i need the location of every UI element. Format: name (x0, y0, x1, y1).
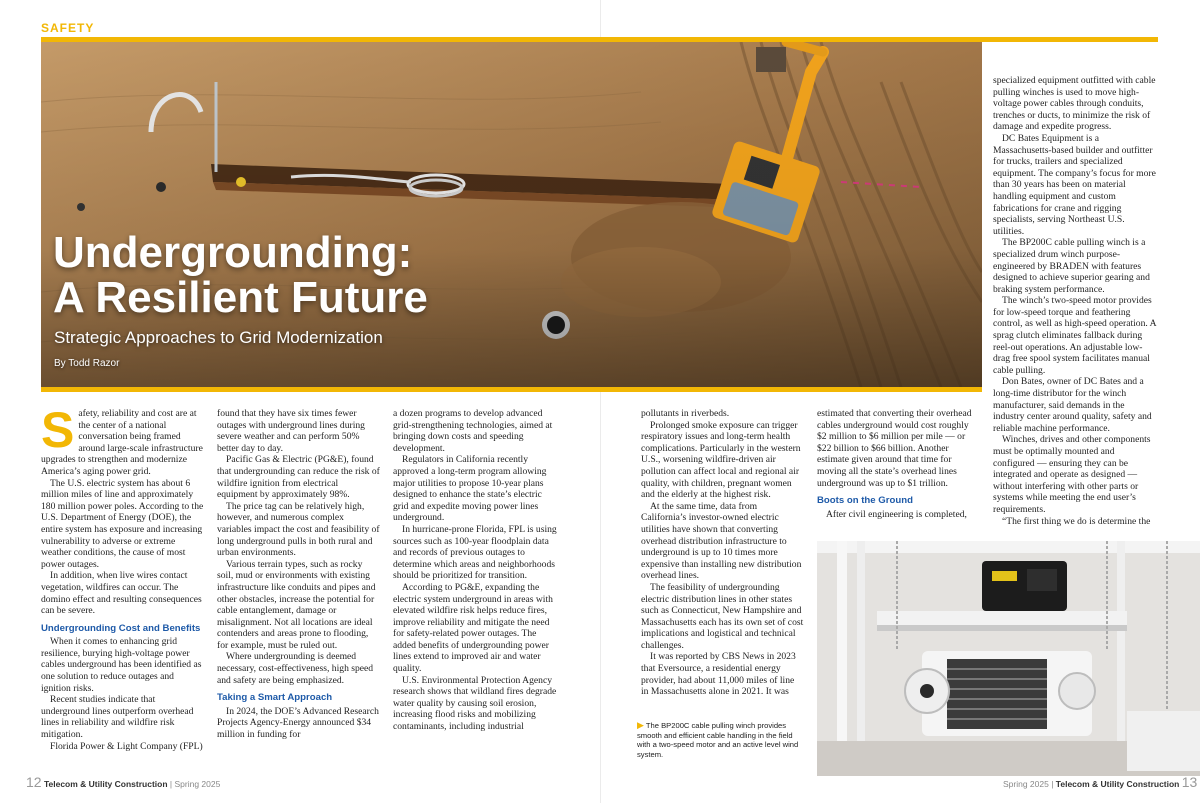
folio-left: 12 Telecom & Utility Construction | Spring 2025 (26, 774, 221, 790)
paragraph: The feasibility of undergrounding electric distribution lines in other states such as Connecticut, New Hampshire and Massachusetts each has its own set of cost implications and logistical and technical challenges. (641, 581, 804, 651)
paragraph: a dozen programs to develop advanced grid-strengthening technologies, aimed at bringing down costs and speeding development. (393, 408, 553, 454)
paragraph: “The first thing we do is determine the (1002, 515, 1151, 527)
paragraph: U.S. Environmental Protection Agency research shows that wildland fires degrade water quality by causing soil erosion, increasing flood risks and mobilizing contaminants, including industrial (393, 674, 557, 733)
paragraph: afety, reliability and cost are at the center of a national conversation being framed around large-scale infrastructure upgrades to strengthen and modernize America’s aging power grid. (41, 408, 203, 477)
page-number-right: 13 (1181, 774, 1198, 790)
paragraph: After civil engineering is completed, (826, 508, 967, 520)
paragraph: The BP200C cable pulling winch is a specialized drum winch purpose-engineered by BRADEN with features designed to achieve superior gearing and braking system performance. (993, 237, 1150, 295)
paragraph: The U.S. electric system has about 6 million miles of line and approximately 180 million power poles. According to the U.S. Department of Energy (DOE), the entire system has exposure and increasing vulnerability to adverse or extreme weather conditions, the cause of most power outages. (41, 477, 204, 570)
caption-arrow-icon: ▶ (637, 720, 644, 730)
photo-caption (637, 721, 803, 759)
section-label: SAFETY (41, 21, 95, 35)
paragraph: Prolonged smoke exposure can trigger respiratory issues and long-term health complications. Particularly in the western U.S., worsening wildfire-driven air pollution can affect local and regional air quality, with children, pregnant women and the elderly at the highest risk. (641, 419, 801, 501)
text-column-4 (641, 408, 804, 698)
page-number-left: 12 (26, 774, 42, 790)
paragraph: When it comes to enhancing grid resilience, burying high-voltage power cables underground has been identified as one solution to reduce outages and ignition risks. (41, 636, 202, 694)
magazine-name-left: Telecom & Utility Construction (43, 779, 168, 789)
winch-illustration (817, 541, 1200, 776)
paragraph: Florida Power & Light Company (FPL) (50, 740, 203, 752)
subheading: Taking a Smart Approach (217, 692, 333, 704)
paragraph: The winch’s two-speed motor provides for low-speed torque and feathering control, as well as high-speed operation. A sprag clutch eliminates fallback during reel-out operations. An adjustable low-drag free spool system facilitates manual cable pulling. (993, 295, 1157, 376)
paragraph: Various terrain types, such as rocky soil, mud or environments with existing infrastructure like conduits and pipes and other obstacles, increase the potential for cable entanglement, damage or misalignment. Not all locations are ideal contenders and areas prone to flooding, for example, must be ruled out. (217, 558, 376, 651)
subheading: Boots on the Ground (817, 495, 913, 507)
paragraph: Don Bates, owner of DC Bates and a long-time distributor for the winch manufacturer, said demands in the industry center around quality, safety and reliable machine performance. (993, 376, 1152, 434)
paragraph: Pacific Gas & Electric (PG&E), found that undergrounding can reduce the risk of wildfire ignition from electrical equipment by approximately 98%. (217, 454, 380, 501)
folio-right: Spring 2025 | Telecom & Utility Construction 13 (1003, 774, 1198, 790)
article-title-line-1: Undergrounding: (53, 228, 413, 277)
paragraph: The price tag can be relatively high, however, and numerous complex variables impact the cost and feasibility of long underground pulls in both rural and urban environments. (217, 500, 380, 559)
drop-cap: S (41, 402, 75, 458)
paragraph: pollutants in riverbeds. (641, 408, 730, 419)
article-byline: By Todd Razor (54, 358, 120, 369)
paragraph: DC Bates Equipment is a Massachusetts-based builder and outfitter for trucks, trailers and specialized equipment. The company’s focus for more than 30 years has been on material handling equipment and custom fabrications for crane and rigging specialists, serving Northeast U.S. utilities. (993, 132, 1156, 237)
article-title-line-2: A Resilient Future (53, 273, 428, 322)
paragraph: Recent studies indicate that underground lines outperform overhead lines in reliability and wildfire risk mitigation. (41, 694, 194, 741)
paragraph: In hurricane-prone Florida, FPL is using sources such as 100-year floodplain data and records of previous outages to determine which areas and neighborhoods should be prioritized for transition. (393, 523, 557, 582)
issue-right: Spring 2025 (1003, 779, 1049, 789)
hero-photo (41, 42, 982, 387)
paragraph: Where undergrounding is deemed necessary, cost-effectiveness, high speed and safety are being emphasized. (217, 651, 374, 686)
paragraph: Winches, drives and other components must be optimally mounted and configured — ensuring they can be integrated and operate as designed — without interfering with other parts or systems while meeting the end user’s requirements. (993, 434, 1151, 515)
article-title (53, 230, 428, 320)
text-column-2 (217, 408, 380, 741)
winch-photo (817, 541, 1200, 776)
paragraph: In addition, when live wires contact vegetation, wildfires can occur. The domino effect and resulting consequences can be severe. (41, 570, 202, 617)
text-column-5 (817, 408, 980, 520)
paragraph: At the same time, data from California’s investor-owned electric utilities have shown that converting overhead distribution infrastructure to underground is up to 10 times more expensive than installing new distribution overhead lines. (641, 500, 802, 582)
paragraph: specialized equipment outfitted with cable pulling winches is used to move high-voltage power cables through conduits, trenches or ducts, to minimize the risk of damage and expedite progress. (993, 75, 1156, 133)
text-column-6 (993, 75, 1158, 527)
photo-rule (41, 387, 982, 392)
paragraph: found that they have six times fewer outages with underground lines during severe weather and can perform 50% better day to day. (217, 408, 365, 454)
paragraph: According to PG&E, expanding the electric system underground in areas with elevated wildfire risk helps reduce fires, improve reliability and mitigate the need for safety-related power outages. The added benefits of undergrounding power lines extend to improved air and water quality. (393, 581, 553, 675)
subheading: Undergrounding Cost and Benefits (41, 622, 201, 634)
paragraph: In 2024, the DOE’s Advanced Research Projects Agency-Energy announced $34 million in funding for (217, 705, 379, 741)
caption-text: The BP200C cable pulling winch provides smooth and efficient cable handling in the field with a two-speed motor and an active level wind system. (637, 721, 799, 759)
article-subtitle: Strategic Approaches to Grid Modernization (54, 328, 383, 347)
text-column-3 (393, 408, 559, 733)
issue-left: Spring 2025 (174, 779, 221, 789)
paragraph: Regulators in California recently approved a long-term program allowing major utilities to propose 10-year plans designed to enhance the state’s electric grid and expedite moving power lines underground. (393, 454, 547, 524)
text-column-1 (41, 402, 204, 752)
magazine-name-right: Telecom & Utility Construction (1055, 779, 1180, 789)
paragraph: estimated that converting their overhead cables underground would cost roughly $2 million to $6 million per mile — or $22 billion to $66 billion. Another estimate given around that time for moving all the state’s overhead lines underground was up to $1 trillion. (817, 408, 972, 489)
paragraph: It was reported by CBS News in 2023 that Eversource, a residential energy provider, had about 11,000 miles of line in Massachusetts alone in 2021. It was (641, 651, 796, 698)
